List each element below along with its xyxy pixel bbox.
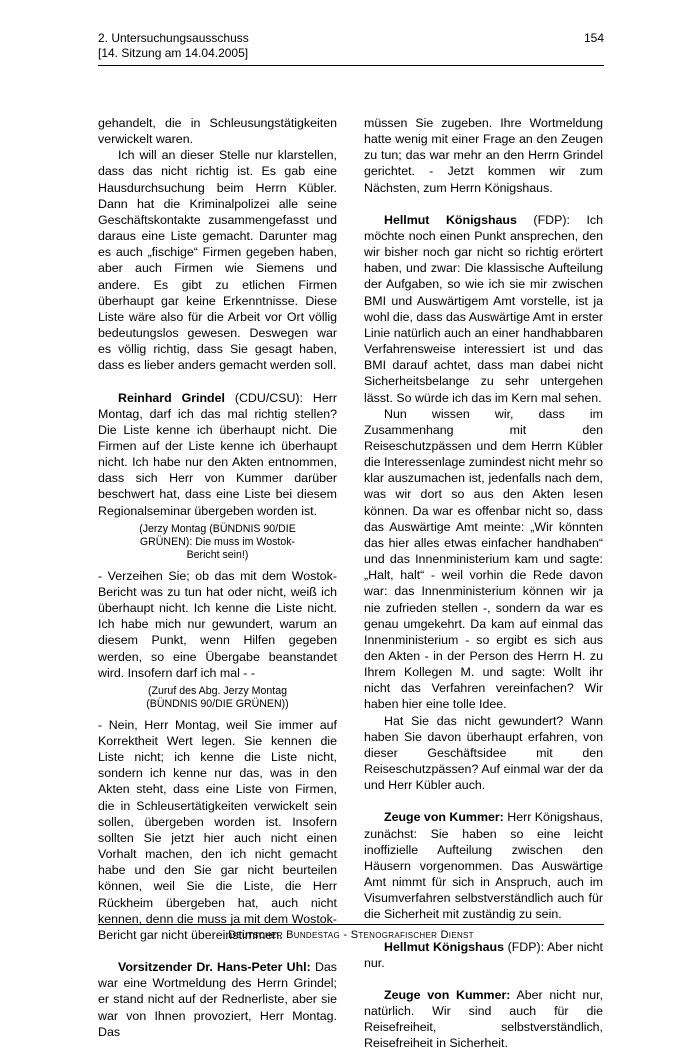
speaker-name: Vorsitzender Dr. Hans-Peter Uhl: bbox=[118, 960, 311, 975]
speech-paragraph bbox=[364, 212, 603, 406]
paragraph: Ich will an dieser Stelle nur klarstellen, dass das nicht richtig ist. Es gab eine Hausdurchsuchung beim Herrn Kübler. Dann hat die Kriminalpolizei alle seine Geschäftskontakte zusammengefasst und daraus eine Liste gemacht. Darunter mag es auch „fischige“ Firmen gegeben haben, aber auch Firmen wie Siemens und andere. Es gibt zu etlichen Firmen überhaupt gar keine Erkenntnisse. Diese Liste wäre also für die Arbeit vor Ort völlig bedeutungslos gewesen. Deswegen war es völlig richtig, dass Sie gesagt haben, dass es lieber anders gemacht werden soll. bbox=[98, 148, 337, 373]
speaker-name: Reinhard Grindel bbox=[118, 390, 225, 405]
left-column bbox=[98, 115, 337, 1040]
speech-paragraph bbox=[98, 959, 337, 1040]
interjection bbox=[98, 685, 337, 711]
speaker-name: Hellmut Königshaus bbox=[384, 212, 517, 227]
interjection-line: GRÜNEN): Die muss im Wostok- bbox=[139, 535, 296, 548]
right-column bbox=[364, 115, 603, 1051]
paragraph: - Nein, Herr Montag, weil Sie immer auf Korrektheit Wert legen. Sie kennen die Liste nicht; ich kenne die Liste nicht, sondern ich kenne nur das, was in den Akten steht, dass eine Liste von Firmen, die in Schleusertätigkeiten verwickelt sein sollen, übergeben worden ist. Insofern sollten Sie jetzt hier auch nicht einen Vorhalt machen, den ich nicht gemacht habe und den Sie gar nicht beurteilen können, weil Sie die Liste, die Herr Rückheim übergeben hat, auch nicht kennen, denn die muss ja mit dem Wostok-Bericht gar nicht übereinstimmen. bbox=[98, 717, 337, 942]
session-info: [14. Sitzung am 14.04.2005] bbox=[98, 46, 249, 60]
interjection bbox=[98, 523, 337, 562]
paragraph: Hat Sie das nicht gewundert? Wann haben Sie davon überhaupt erfahren, von dieser Geschäftsidee mit den Reiseschutzpässen? Auf einmal war der da und Herr Kübler auch. bbox=[364, 713, 603, 793]
header-rule bbox=[98, 65, 604, 66]
interjection-line: (Zuruf des Abg. Jerzy Montag bbox=[148, 684, 287, 697]
speech-text: Aber nicht nur, natürlich. Wir sind auch für die Reisefreiheit, selbstverständlich, Reisefreiheit in Sicherheit. bbox=[364, 987, 604, 1051]
footer-rule bbox=[98, 924, 604, 925]
speech-text: Das war eine Wortmeldung des Herrn Grindel; er stand nicht auf der Rednerliste, aber sie war von Ihnen provoziert, Herr Montag. Das bbox=[98, 960, 337, 1039]
speaker-name: Zeuge von Kummer: bbox=[384, 987, 511, 1002]
speech-text: (CDU/CSU): Herr Montag, darf ich das mal richtig stellen? Die Liste kenne ich überhaupt nicht. Die Firmen auf der Liste kenne ich überhaupt nicht. Ich habe nur den Akten entnommen, dass sich Herr von Kummer darüber beschwert hat, dass eine Liste bei diesem Regionalseminar übergeben worden ist. bbox=[98, 390, 337, 518]
speaker-name: Hellmut Königshaus bbox=[384, 939, 504, 954]
page-footer: Deutscher Bundestag - Stenografischer Dienst bbox=[228, 929, 474, 941]
paragraph: Nun wissen wir, dass im Zusammenhang mit den Reiseschutzpässen und dem Herrn Kübler die Interessenlage zumindest nicht mehr so klar auszumachen ist, jedenfalls nach dem, was wir dort so aus den Akten lesen können. Da war es offenbar nicht so, dass das Auswärtige Amt meinte: „Wir könnten das hier alles etwas einfacher handhaben“ und das Innenministerium kam und sagte: „Halt, halt“ - weil vorhin die Rede davon war: das Innenministerium können wir ja nie zufrieden stellen -, sondern da war es genau umgekehrt. Da kam auf einmal das Innenministerium - so ergibt es sich aus den Akten - in der Person des Herrn H. zu Ihrem Kollegen M. und sagte: Wollt ihr nicht das Verfahren vereinfachen? Wir haben hier eine tolle Idee. bbox=[364, 406, 603, 712]
paragraph: - Verzeihen Sie; ob das mit dem Wostok-Bericht was zu tun hat oder nicht, weiß ich überhaupt nicht. Ich kenne die Liste nicht. Ich habe mich nur gewundert, warum an diesem Punkt, wenn Hilfen gegeben werden, so eine Übergabe beanstandet wird. Insofern darf ich mal - - bbox=[98, 568, 337, 680]
speech-text: (FDP): Ich möchte noch einen Punkt ansprechen, den wir bisher noch gar nicht so richtig erörtert haben, und zwar: Die klassische Aufteilung der Aufgaben, so wie ich sie mir zwischen BMI und Auswärtigem Amt vorstelle, ist ja wohl die, dass das Auswärtige Amt in erster Linie natürlich auch an einer handhabbaren Verfahrensweise interessiert ist und das BMI darauf achtet, dass man dabei nicht Sicherheitsbelange zu sehr untergehen lässt. So würde ich das im Kern mal sehen. bbox=[364, 212, 603, 405]
speaker-name: Zeuge von Kummer: bbox=[384, 810, 504, 825]
page-header bbox=[98, 31, 604, 61]
speech-paragraph bbox=[98, 390, 337, 519]
speech-text: Herr Königshaus, zunächst: Sie haben so eine leicht inoffizielle Aufteilung zwischen den Häusern vorgenommen. Das Auswärtige Amt nimmt für sich in Anspruch, auch im Visumverfahren selbstverständlich auch für die Sicherheit mit zuständig zu sein. bbox=[364, 810, 603, 922]
interjection-line: (BÜNDNIS 90/DIE GRÜNEN)) bbox=[146, 697, 289, 710]
speech-paragraph bbox=[364, 809, 603, 922]
speech-paragraph bbox=[364, 939, 603, 971]
page-number: 154 bbox=[583, 31, 604, 45]
committee-name: 2. Untersuchungsausschuss bbox=[98, 31, 249, 45]
interjection-line: Bericht sein!) bbox=[186, 548, 249, 561]
speech-paragraph bbox=[364, 987, 603, 1051]
interjection-line: (Jerzy Montag (BÜNDNIS 90/DIE bbox=[139, 522, 296, 535]
speech-text: (FDP): Aber nicht nur. bbox=[364, 939, 604, 970]
paragraph: gehandelt, die in Schleusungstätigkeiten verwickelt waren. bbox=[98, 116, 337, 147]
paragraph: müssen Sie zugeben. Ihre Wortmeldung hatte wenig mit einer Frage an den Zeugen zu tun; das war mehr an den Herrn Grindel gerichtet. - Jetzt kommen wir zum Nächsten, zum Herrn Königshaus. bbox=[364, 116, 603, 195]
